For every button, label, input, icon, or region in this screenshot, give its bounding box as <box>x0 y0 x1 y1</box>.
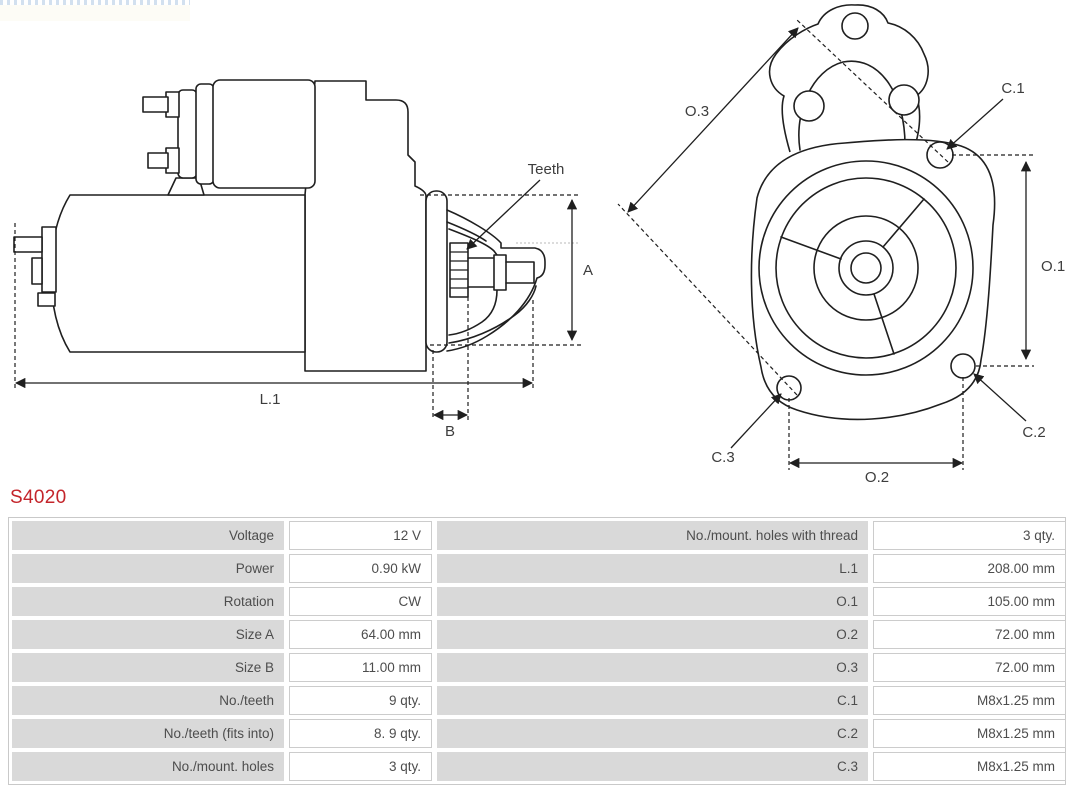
dim-teeth <box>467 161 564 249</box>
spec-label: No./teeth <box>12 686 284 715</box>
spec-value: 72.00 mm <box>873 653 1066 682</box>
spec-value: M8x1.25 mm <box>873 752 1066 781</box>
spec-label: O.1 <box>437 587 868 616</box>
hole-c3 <box>777 376 801 400</box>
callout-c2 <box>974 374 1046 441</box>
spec-label: Size A <box>12 620 284 649</box>
c1-label: C.1 <box>1001 80 1025 97</box>
spec-value: M8x1.25 mm <box>873 719 1066 748</box>
spec-label: L.1 <box>437 554 868 583</box>
spec-value: 72.00 mm <box>873 620 1066 649</box>
callout-c3 <box>711 394 781 466</box>
spec-label: C.2 <box>437 719 868 748</box>
spec-value: 208.00 mm <box>873 554 1066 583</box>
spec-value: CW <box>289 587 432 616</box>
spec-value: 64.00 mm <box>289 620 432 649</box>
c3-label: C.3 <box>711 449 735 466</box>
spec-value: 8. 9 qty. <box>289 719 432 748</box>
callout-c1 <box>947 80 1025 149</box>
spec-label: Rotation <box>12 587 284 616</box>
spec-value: M8x1.25 mm <box>873 686 1066 715</box>
spec-label: Voltage <box>12 521 284 550</box>
spec-label: O.3 <box>437 653 868 682</box>
spec-label: O.2 <box>437 620 868 649</box>
hole-c2 <box>951 354 975 378</box>
spec-value: 11.00 mm <box>289 653 432 682</box>
o3-label: O.3 <box>684 103 710 120</box>
spec-label: Size B <box>12 653 284 682</box>
teeth-label: Teeth <box>527 161 565 178</box>
o2-label: O.2 <box>864 469 890 486</box>
spec-value: 12 V <box>289 521 432 550</box>
front-view-drawing <box>618 5 1065 486</box>
spec-value: 0.90 kW <box>289 554 432 583</box>
part-number: S4020 <box>10 487 67 508</box>
spec-label: Power <box>12 554 284 583</box>
spec-value: 105.00 mm <box>873 587 1066 616</box>
c2-label: C.2 <box>1022 424 1046 441</box>
spec-label: No./mount. holes with thread <box>437 521 868 550</box>
spec-label: C.1 <box>437 686 868 715</box>
spec-value: 3 qty. <box>289 752 432 781</box>
spec-label: No./teeth (fits into) <box>12 719 284 748</box>
side-view-drawing <box>14 80 593 440</box>
spec-table <box>8 517 1066 785</box>
b-label: B <box>444 423 456 440</box>
spec-value: 3 qty. <box>873 521 1066 550</box>
spec-value: 9 qty. <box>289 686 432 715</box>
l1-label: L.1 <box>259 391 281 408</box>
spec-label: C.3 <box>437 752 868 781</box>
a-label: A <box>583 262 594 279</box>
o1-label: O.1 <box>1041 258 1066 275</box>
spec-label: No./mount. holes <box>12 752 284 781</box>
